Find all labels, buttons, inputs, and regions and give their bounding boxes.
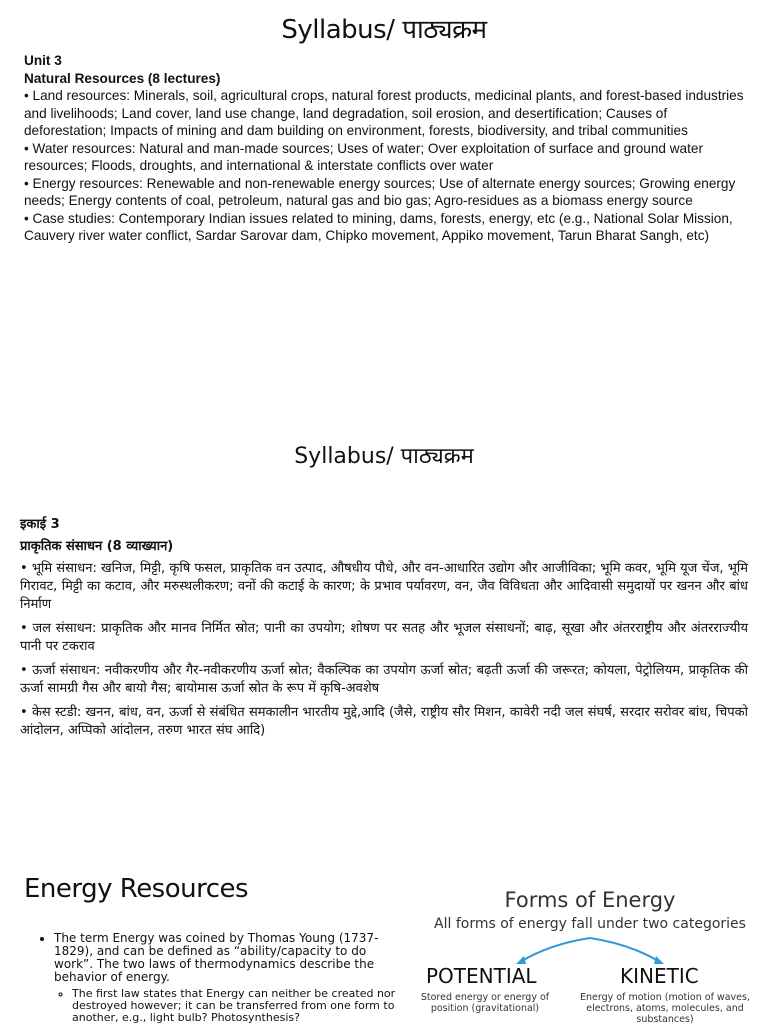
kinetic-description: Energy of motion (motion of waves, electrons, atoms, molecules, and substances): [580, 992, 750, 1024]
sub-list-item: [72, 988, 396, 1024]
unit-label: इकाई 3: [20, 517, 60, 532]
section-heading: Natural Resources (8 lectures): [24, 70, 221, 86]
section-heading: प्राकृतिक संसाधन (8 व्याख्यान): [20, 539, 174, 554]
kinetic-label: KINETIC: [620, 964, 699, 988]
paragraph-energy: • Energy resources: Renewable and non-renewable energy sources; Use of alternate energy sources; Growing energy needs; Energy contents of coal, petroleum, natural gas and bio gas; Agro-residues as a biomass energy source: [24, 175, 736, 208]
paragraph-water: • जल संसाधन: प्राकृतिक और मानव निर्मित स्रोत; पानी का उपयोग; शोषण पर सतह और भूजल संसाधनों; बाढ़, सूखा और अंतरराष्ट्रीय और अंतरराज्यीय पानी पर टकराव: [20, 621, 748, 654]
slide-syllabus-english: [0, 0, 768, 400]
potential-label: POTENTIAL: [426, 964, 537, 988]
slide-title: Syllabus/ पाठ्यक्रम: [281, 15, 487, 45]
paragraph-land: • Land resources: Minerals, soil, agricultural crops, natural forest products, medicinal plants, and forest-based industries and livelihoods; Land cover, land use change, land degradation, soil erosion, and desertification; Causes of deforestation; Impacts of mining and dam building on environment, forests, biodiversity, and tribal communities: [24, 88, 744, 138]
sub-bullet-text: The first law states that Energy can neither be created nor destroyed however; it can be transferred from one form to another, e.g., light bulb? Photosynthesis?: [72, 987, 396, 1024]
branch-arrows-icon: [420, 934, 760, 968]
paragraph-water: • Water resources: Natural and man-made sources; Uses of water; Over exploitation of surface and ground water resources; Floods, droughts, and international & interstate conflicts over water: [24, 140, 703, 173]
diagram-title: Forms of Energy: [504, 888, 676, 912]
diagram-subtitle: All forms of energy fall under two categories: [434, 916, 746, 932]
slide-title: Syllabus/ पाठ्यक्रम: [294, 444, 474, 469]
slide-energy-resources: [0, 830, 768, 1024]
paragraph-land: • भूमि संसाधन: खनिज, मिट्टी, कृषि फसल, प्राकृतिक वन उत्पाद, औषधीय पौधे, और वन-आधारित उद्योग और आजीविका; भूमि कवर, भूमि यूज चेंज, भूमि गिरावट, मिट्टी का कटाव, और मरुस्थलीकरण; वनों की कटाई के कारण; के प्रभाव पर्यावरण, वन, जैव विविधता और आदिवासी समुदायों पर खनन और बांध निर्माण: [20, 561, 748, 612]
bullet-text: The term Energy was coined by Thomas Young (1737-1829), and can be defined as “ability/capacity to do work”. The two laws of thermodynamics describe the behavior of energy.: [54, 931, 379, 984]
slide-syllabus-hindi: [0, 400, 768, 830]
paragraph-case-studies: • केस स्टडी: खनन, बांध, वन, ऊर्जा से संबंधित समकालीन भारतीय मुद्दे,आदि (जैसे, राष्ट्रीय सौर मिशन, कावेरी नदी जल संघर्ष, सरदार सरोवर बांध, चिपको आंदोलन, अप्पिको आंदोलन, तरुण भारत संघ आदि): [20, 705, 748, 738]
paragraph-case-studies: • Case studies: Contemporary Indian issues related to mining, dams, forests, energy, etc (e.g., National Solar Mission, Cauvery river water conflict, Sardar Sarovar dam, Chipko movement, Appiko movement, Tarun Bharat Sangh, etc): [24, 210, 733, 243]
unit-label: Unit 3: [24, 53, 62, 68]
slide-body: [0, 48, 768, 245]
forms-of-energy-diagram: [420, 888, 768, 1024]
slide-title: Energy Resources: [24, 874, 249, 904]
potential-description: Stored energy or energy of position (gravitational): [420, 992, 550, 1014]
bullet-list: [36, 932, 396, 1024]
slide-body: [0, 488, 768, 740]
list-item: [54, 932, 396, 1024]
paragraph-energy: • ऊर्जा संसाधन: नवीकरणीय और गैर-नवीकरणीय ऊर्जा स्रोत; वैकल्पिक का उपयोग ऊर्जा स्रोत; बढ़ती ऊर्जा की जरूरत; कोयला, पेट्रोलियम, प्राकृतिक की ऊर्जा सामग्री गैस और बायो गैस; बायोमास ऊर्जा स्रोत के रूप में कृषि-अवशेष: [20, 663, 748, 696]
